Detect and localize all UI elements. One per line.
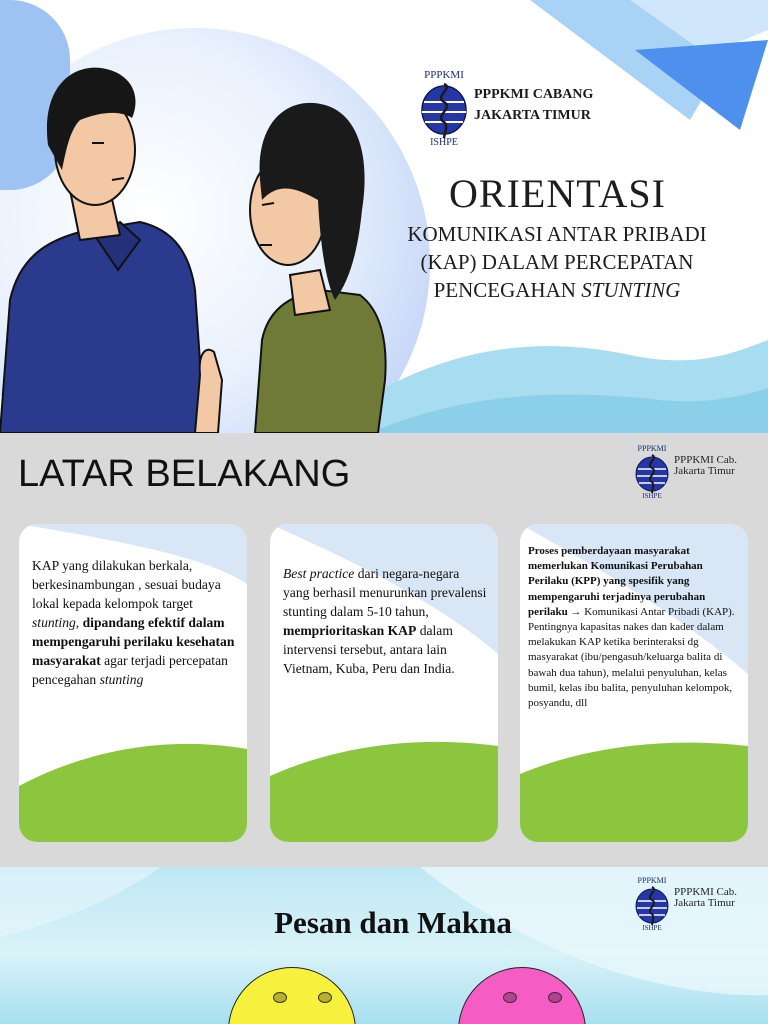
slide-title: Pesan dan Makna [274, 905, 512, 940]
pppkmi-logo [634, 443, 670, 499]
slide-title: LATAR BELAKANG [18, 453, 351, 495]
subtitle-line-3-italic: STUNTING [581, 278, 681, 302]
card-1-text-part: agar terjadi percepatan pencegahan [32, 653, 228, 687]
subtitle-line-3 [372, 276, 742, 304]
slide-title: ORIENTASI [449, 171, 666, 216]
svg-text:PPPKMI: PPPKMI [424, 69, 464, 81]
org-line-2: Jakarta Timur [674, 465, 735, 477]
org-line-2: JAKARTA TIMUR [474, 108, 591, 123]
card-1-text [32, 556, 238, 689]
organization-name [674, 455, 737, 477]
card-3-text [528, 544, 742, 711]
card-3-text-part: Komunikasi Antar Pribadi (KAP). Pentingnya kapasitas nakes dan kader dalam melakukan KAP ketika berinteraksi dg masyarakat (ibu/pengasuh/keluarga balita di bawah dua tahun), melalui penyuluhan, kelas bumil, kelas ibu balita, penyuluhan kelompok, posyandu, dll [528, 605, 735, 710]
subtitle-line-2: (KAP) DALAM PERCEPATAN [420, 250, 694, 274]
eye-icon [273, 992, 287, 1003]
subtitle-line-1: KOMUNIKASI ANTAR PRIBADI [407, 222, 707, 246]
title-slide [0, 0, 768, 433]
svg-text:ISHPE: ISHPE [642, 492, 662, 499]
card-2-italic: Best practice [283, 566, 355, 581]
card-3-bold: Proses pemberdayaan masyarakat memerlukan Komunikasi Perubahan Perilaku (KPP) yang spesifik yang mempengaruhi terjadinya perubahan perilaku → [528, 545, 706, 618]
slide-subtitle [372, 220, 742, 304]
pppkmi-logo [419, 66, 469, 146]
card-2-text-part: dari negara-negara yang berhasil menurunkan prevalensi stunting dalam 5-10 tahun, [283, 566, 487, 619]
eye-icon [503, 992, 517, 1003]
info-card-3 [520, 524, 748, 842]
svg-text:ISHPE: ISHPE [642, 924, 662, 931]
subtitle-line-3-plain: PENCEGAHAN [433, 278, 576, 302]
org-line-1: PPPKMI Cab. [674, 454, 737, 466]
card-1-bold: dipandang efektif dalam mempengaruhi perilaku kesehatan masyarakat [32, 615, 235, 668]
org-line-1: PPPKMI Cab. [674, 886, 737, 898]
card-1-italic: stunting [99, 672, 144, 687]
eye-icon [548, 992, 562, 1003]
people-talking-illustration [0, 40, 400, 433]
card-2-text [283, 564, 489, 678]
info-card-1 [19, 524, 247, 842]
card-1-text-part: KAP yang dilakukan berkala, berkesinambungan , sesuai budaya lokal kepada kelompok target [32, 558, 221, 611]
organization-name [474, 84, 593, 126]
card-1-italic: stunting, [32, 615, 80, 630]
svg-text:PPPKMI: PPPKMI [637, 876, 667, 885]
eye-icon [318, 992, 332, 1003]
card-2-bold: memprioritaskan KAP [283, 623, 417, 638]
org-line-2: Jakarta Timur [674, 897, 735, 909]
message-slide [0, 867, 768, 1024]
svg-text:PPPKMI: PPPKMI [637, 444, 667, 453]
info-card-2 [270, 524, 498, 842]
background-slide [0, 433, 768, 867]
svg-text:ISHPE: ISHPE [430, 137, 458, 146]
org-line-1: PPPKMI CABANG [474, 87, 594, 102]
card-2-text-part: dalam intervensi tersebut, antara lain Vietnam, Kuba, Peru dan India. [283, 623, 455, 676]
